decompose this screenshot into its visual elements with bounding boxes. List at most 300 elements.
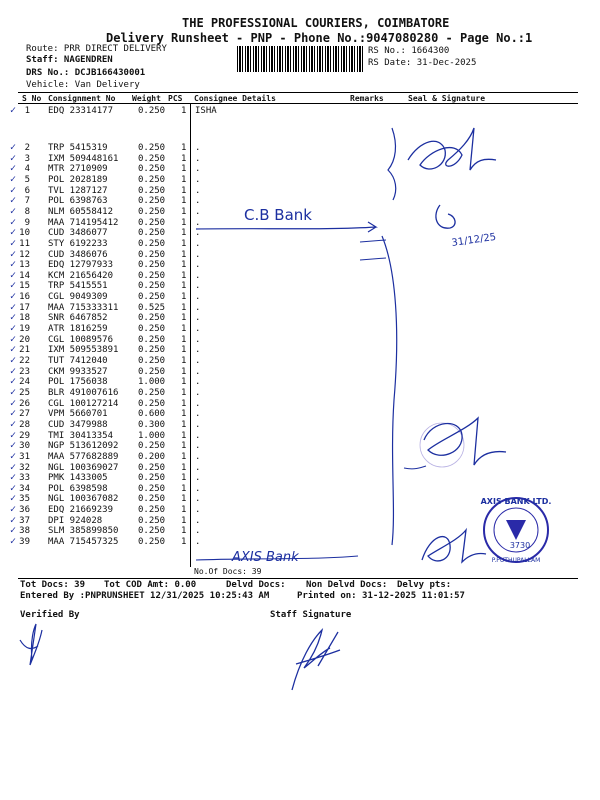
signature-staff (292, 630, 340, 690)
row-consignment-no: MAA 715457325 (48, 537, 119, 548)
printed-on: Printed on: 31-12-2025 11:01:57 (297, 591, 465, 601)
row-weight: 0.250 (138, 153, 166, 164)
table-bottom-rule (18, 578, 578, 579)
row-weight: 0.600 (138, 409, 166, 420)
row-consignment-no: EDQ 12797933 (48, 260, 114, 271)
tick-mark-icon: ✓ (10, 333, 17, 345)
row-consignment-no: STY 6192233 (48, 238, 108, 249)
company-title: THE PROFESSIONAL COURIERS, COIMBATORE (182, 16, 450, 30)
row-consignee: . (195, 505, 201, 516)
tick-mark-icon: ✓ (10, 514, 17, 526)
row-weight: 0.250 (138, 483, 166, 494)
rs-number: RS No.: 1664300 (368, 46, 450, 56)
tick-mark-icon: ✓ (10, 237, 17, 249)
stamp-bank-name: AXIS BANK LTD. (480, 497, 552, 506)
table-row (0, 537, 600, 548)
row-sno: 17 (19, 302, 30, 313)
table-row (0, 441, 600, 452)
row-pcs: 1 (181, 196, 187, 207)
row-pcs: 1 (181, 377, 187, 388)
row-weight: 0.250 (138, 515, 166, 526)
row-consignment-no: VPM 5660701 (48, 409, 108, 420)
col-header-consignee: Consignee Details (194, 94, 276, 103)
row-consignment-no: CUD 3486077 (48, 228, 108, 239)
table-row (0, 484, 600, 495)
tick-mark-icon: ✓ (10, 440, 17, 452)
row-consignee: . (195, 387, 201, 398)
row-sno: 39 (19, 537, 30, 548)
tick-mark-icon: ✓ (10, 461, 17, 473)
row-weight: 0.250 (138, 441, 166, 452)
row-consignment-no: NGP 513612092 (48, 441, 119, 452)
row-weight: 0.250 (138, 164, 166, 175)
tick-mark-icon: ✓ (10, 504, 17, 516)
table-row (0, 164, 600, 175)
row-pcs: 1 (181, 313, 187, 324)
staff-label: Staff: NAGENDREN (26, 55, 113, 65)
row-pcs: 1 (181, 153, 187, 164)
row-sno: 4 (24, 164, 30, 175)
delivery-points: Delvy pts: (397, 580, 452, 590)
row-weight: 0.250 (138, 398, 166, 409)
row-consignment-no: TRP 5415551 (48, 281, 108, 292)
table-row (0, 228, 600, 239)
tick-mark-icon: ✓ (10, 429, 17, 441)
row-consignee: . (195, 441, 201, 452)
tick-mark-icon: ✓ (10, 152, 17, 164)
row-consignee: . (195, 249, 201, 260)
row-weight: 0.250 (138, 324, 166, 335)
tick-mark-icon: ✓ (10, 365, 17, 377)
row-weight: 0.250 (138, 185, 166, 196)
tick-mark-icon: ✓ (10, 205, 17, 217)
row-pcs: 1 (181, 462, 187, 473)
table-row (0, 239, 600, 250)
row-weight: 0.250 (138, 345, 166, 356)
row-consignment-no: CGL 100127214 (48, 398, 119, 409)
tick-mark-icon: ✓ (10, 227, 17, 239)
tick-mark-icon: ✓ (10, 259, 17, 271)
row-pcs: 1 (181, 430, 187, 441)
row-consignee: . (195, 324, 201, 335)
row-pcs: 1 (181, 387, 187, 398)
row-weight: 0.250 (138, 238, 166, 249)
table-row (0, 106, 600, 117)
table-row (0, 260, 600, 271)
row-pcs: 1 (181, 334, 187, 345)
row-consignee: . (195, 143, 201, 153)
row-consignee: . (195, 366, 201, 377)
row-pcs: 1 (181, 441, 187, 452)
tick-mark-icon: ✓ (10, 355, 17, 366)
row-pcs: 1 (181, 260, 187, 271)
row-sno: 31 (19, 451, 30, 462)
row-pcs: 1 (181, 281, 187, 292)
row-consignment-no: CUD 3486076 (48, 249, 108, 260)
tick-mark-icon: ✓ (10, 493, 17, 505)
row-consignee: . (195, 526, 201, 537)
row-weight: 0.250 (138, 366, 166, 377)
row-pcs: 1 (181, 505, 187, 516)
row-sno: 2 (24, 143, 30, 153)
table-row (0, 388, 600, 399)
row-consignment-no: TVL 1287127 (48, 185, 108, 196)
row-pcs: 1 (181, 174, 187, 185)
row-sno: 11 (19, 238, 30, 249)
table-row (0, 335, 600, 346)
row-pcs: 1 (181, 537, 187, 548)
row-consignee: . (195, 260, 201, 271)
row-consignee: . (195, 153, 201, 164)
row-consignee: . (195, 334, 201, 345)
stamp-code: 3730 (509, 541, 531, 550)
row-consignment-no: KCM 21656420 (48, 270, 114, 281)
row-pcs: 1 (181, 185, 187, 196)
table-row (0, 463, 600, 474)
row-weight: 0.250 (138, 217, 166, 228)
row-consignee: . (195, 238, 201, 249)
row-consignment-no: ATR 1816259 (48, 324, 108, 335)
row-sno: 3 (24, 153, 30, 164)
tick-mark-icon: ✓ (10, 195, 17, 207)
row-pcs: 1 (181, 356, 187, 366)
col-header-seal: Seal & Signature (408, 94, 486, 103)
handwritten-bank-2: AXIS Bank (232, 550, 299, 565)
total-docs: Tot Docs: 39 (20, 580, 86, 590)
row-pcs: 1 (181, 515, 187, 526)
row-consignee: . (195, 228, 201, 239)
row-sno: 21 (19, 345, 30, 356)
row-sno: 32 (19, 462, 30, 473)
row-weight: 0.525 (138, 302, 166, 313)
tick-mark-icon: ✓ (10, 472, 17, 484)
route-label: Route: PRR DIRECT DELIVERY (26, 44, 167, 54)
row-consignment-no: SLM 385899850 (48, 526, 119, 537)
row-sno: 34 (19, 483, 30, 494)
row-consignment-no: NLM 60558412 (48, 206, 114, 217)
row-pcs: 1 (181, 419, 187, 430)
vehicle-label: Vehicle: Van Delivery (26, 80, 140, 90)
row-consignment-no: IXM 509553891 (48, 345, 119, 356)
row-sno: 18 (19, 313, 30, 324)
tick-mark-icon: ✓ (10, 105, 17, 116)
row-pcs: 1 (181, 451, 187, 462)
col-header-consignment: Consignment No (48, 94, 116, 103)
row-weight: 0.250 (138, 249, 166, 260)
row-pcs: 1 (181, 249, 187, 260)
row-sno: 22 (19, 356, 30, 366)
row-weight: 0.250 (138, 473, 166, 484)
delivered-docs: Delvd Docs: (226, 580, 286, 590)
table-row (0, 143, 600, 154)
row-consignee: . (195, 196, 201, 207)
row-consignee: . (195, 462, 201, 473)
row-consignment-no: MAA 714195412 (48, 217, 119, 228)
row-sno: 9 (24, 217, 30, 228)
handwritten-date: 31/12/25 (450, 231, 497, 249)
table-row (0, 409, 600, 420)
row-pcs: 1 (181, 228, 187, 239)
signature-verified (20, 624, 42, 665)
row-consignment-no: EDQ 23314177 (48, 106, 114, 116)
table-row (0, 431, 600, 442)
row-sno: 28 (19, 419, 30, 430)
row-pcs: 1 (181, 206, 187, 217)
table-row (0, 505, 600, 516)
row-consignment-no: POL 6398598 (48, 483, 108, 494)
row-consignee: . (195, 345, 201, 356)
row-consignee: . (195, 398, 201, 409)
table-row (0, 494, 600, 505)
staff-signature-label: Staff Signature (270, 610, 352, 620)
row-weight: 0.250 (138, 174, 166, 185)
col-header-sno: S No (22, 94, 42, 103)
row-weight: 0.250 (138, 106, 166, 116)
row-consignee: ISHA (195, 106, 217, 116)
row-sno: 33 (19, 473, 30, 484)
table-header-rule (18, 103, 578, 104)
table-row (0, 218, 600, 229)
row-sno: 12 (19, 249, 30, 260)
no-of-docs: No.Of Docs: 39 (194, 567, 262, 576)
row-consignee: . (195, 494, 201, 505)
row-sno: 10 (19, 228, 30, 239)
row-weight: 0.200 (138, 451, 166, 462)
row-pcs: 1 (181, 270, 187, 281)
row-consignee: . (195, 451, 201, 462)
row-sno: 6 (24, 185, 30, 196)
row-consignee: . (195, 270, 201, 281)
tick-mark-icon: ✓ (10, 269, 17, 281)
row-consignee: . (195, 281, 201, 292)
row-consignment-no: BLR 491007616 (48, 387, 119, 398)
row-weight: 0.250 (138, 526, 166, 537)
row-sno: 37 (19, 515, 30, 526)
col-header-remarks: Remarks (350, 94, 384, 103)
row-pcs: 1 (181, 494, 187, 505)
row-pcs: 1 (181, 483, 187, 494)
tick-mark-icon: ✓ (10, 248, 17, 260)
row-sno: 15 (19, 281, 30, 292)
row-weight: 0.250 (138, 462, 166, 473)
table-row (0, 356, 600, 367)
tick-mark-icon: ✓ (10, 173, 17, 185)
row-pcs: 1 (181, 345, 187, 356)
row-sno: 25 (19, 387, 30, 398)
row-sno: 19 (19, 324, 30, 335)
table-row (0, 207, 600, 218)
table-row (0, 175, 600, 186)
table-row (0, 516, 600, 527)
tick-mark-icon: ✓ (10, 312, 17, 324)
row-sno: 27 (19, 409, 30, 420)
row-weight: 0.250 (138, 505, 166, 516)
drs-number: DRS No.: DCJB166430001 (26, 68, 146, 78)
row-sno: 1 (24, 106, 30, 116)
row-consignee: . (195, 537, 201, 548)
row-sno: 5 (24, 174, 30, 185)
row-consignee: . (195, 164, 201, 175)
row-consignment-no: IXM 509448161 (48, 153, 119, 164)
handwritten-bank-1: C.B Bank (244, 206, 312, 224)
row-consignment-no: MAA 715333311 (48, 302, 119, 313)
tick-mark-icon: ✓ (10, 376, 17, 388)
tick-mark-icon: ✓ (10, 525, 17, 537)
row-sno: 26 (19, 398, 30, 409)
row-weight: 0.250 (138, 292, 166, 303)
row-consignment-no: CUD 3479988 (48, 419, 108, 430)
row-weight: 0.250 (138, 387, 166, 398)
rs-date: RS Date: 31-Dec-2025 (368, 58, 477, 68)
tick-mark-icon: ✓ (10, 450, 17, 462)
tick-mark-icon: ✓ (10, 418, 17, 430)
row-sno: 36 (19, 505, 30, 516)
table-row (0, 186, 600, 197)
row-sno: 8 (24, 206, 30, 217)
row-weight: 0.250 (138, 196, 166, 207)
row-consignee: . (195, 473, 201, 484)
row-weight: 0.250 (138, 281, 166, 292)
row-pcs: 1 (181, 526, 187, 537)
total-cod-amount: Tot COD Amt: 0.00 (104, 580, 197, 590)
tick-mark-icon: ✓ (10, 184, 17, 196)
table-row (0, 399, 600, 410)
barcode (237, 46, 365, 72)
row-sno: 23 (19, 366, 30, 377)
row-consignment-no: POL 2028189 (48, 174, 108, 185)
row-weight: 1.000 (138, 377, 166, 388)
row-sno: 30 (19, 441, 30, 452)
row-consignment-no: MAA 577682889 (48, 451, 119, 462)
row-consignment-no: SNR 6467852 (48, 313, 108, 324)
tick-mark-icon: ✓ (10, 216, 17, 228)
row-weight: 0.250 (138, 260, 166, 271)
tick-mark-icon: ✓ (10, 142, 17, 153)
table-row (0, 196, 600, 207)
row-consignment-no: DPI 924028 (48, 515, 103, 526)
row-consignee: . (195, 217, 201, 228)
table-row (0, 526, 600, 537)
tick-mark-icon: ✓ (10, 397, 17, 409)
table-row (0, 345, 600, 356)
row-pcs: 1 (181, 164, 187, 175)
row-consignment-no: NGL 100369027 (48, 462, 119, 473)
row-sno: 24 (19, 377, 30, 388)
row-sno: 7 (24, 196, 30, 207)
col-header-weight: Weight (132, 94, 161, 103)
tick-mark-icon: ✓ (10, 280, 17, 292)
row-consignment-no: TRP 5415319 (48, 143, 108, 153)
row-sno: 13 (19, 260, 30, 271)
table-row (0, 303, 600, 314)
tick-mark-icon: ✓ (10, 408, 17, 420)
row-consignee: . (195, 515, 201, 526)
row-weight: 0.250 (138, 356, 166, 366)
row-weight: 0.250 (138, 206, 166, 217)
row-consignment-no: TUT 7412040 (48, 356, 108, 366)
table-row (0, 292, 600, 303)
stamp-place: P.PUTHUPALLAM (491, 557, 541, 564)
table-row (0, 271, 600, 282)
row-pcs: 1 (181, 143, 187, 153)
row-weight: 0.250 (138, 537, 166, 548)
table-row (0, 367, 600, 378)
verified-by-label: Verified By (20, 610, 80, 620)
row-pcs: 1 (181, 409, 187, 420)
row-consignment-no: CGL 10089576 (48, 334, 114, 345)
row-weight: 0.300 (138, 419, 166, 430)
table-row (0, 420, 600, 431)
row-consignee: . (195, 313, 201, 324)
row-pcs: 1 (181, 238, 187, 249)
tick-mark-icon: ✓ (10, 344, 17, 356)
col-header-pcs: PCS (168, 94, 183, 103)
row-consignee: . (195, 185, 201, 196)
row-pcs: 1 (181, 366, 187, 377)
row-pcs: 1 (181, 473, 187, 484)
row-pcs: 1 (181, 106, 187, 116)
row-weight: 0.250 (138, 270, 166, 281)
row-sno: 29 (19, 430, 30, 441)
table-row (0, 452, 600, 463)
row-consignee: . (195, 356, 201, 366)
table-row (0, 473, 600, 484)
table-top-rule (18, 92, 578, 93)
row-consignment-no: CKM 9933527 (48, 366, 108, 377)
tick-mark-icon: ✓ (10, 163, 17, 175)
non-delivered-docs: Non Delvd Docs: (306, 580, 388, 590)
table-row (0, 281, 600, 292)
tick-mark-icon: ✓ (10, 482, 17, 494)
row-consignee: . (195, 419, 201, 430)
row-consignment-no: EDQ 21669239 (48, 505, 114, 516)
row-pcs: 1 (181, 292, 187, 303)
tick-mark-icon: ✓ (10, 291, 17, 303)
row-consignee: . (195, 206, 201, 217)
row-consignee: . (195, 409, 201, 420)
row-weight: 0.250 (138, 494, 166, 505)
row-consignment-no: NGL 100367082 (48, 494, 119, 505)
arrow-3 (196, 556, 358, 560)
row-consignee: . (195, 302, 201, 313)
row-consignee: . (195, 483, 201, 494)
row-pcs: 1 (181, 217, 187, 228)
row-pcs: 1 (181, 398, 187, 409)
row-consignee: . (195, 174, 201, 185)
row-sno: 16 (19, 292, 30, 303)
row-weight: 0.250 (138, 143, 166, 153)
row-sno: 38 (19, 526, 30, 537)
row-weight: 0.250 (138, 228, 166, 239)
row-pcs: 1 (181, 302, 187, 313)
row-consignee: . (195, 377, 201, 388)
row-consignment-no: CGL 9049309 (48, 292, 108, 303)
table-row (0, 377, 600, 388)
row-weight: 0.250 (138, 334, 166, 345)
table-row (0, 250, 600, 261)
row-weight: 0.250 (138, 313, 166, 324)
tick-mark-icon: ✓ (10, 323, 17, 335)
row-pcs: 1 (181, 324, 187, 335)
row-consignee: . (195, 292, 201, 303)
row-consignment-no: MTR 2710909 (48, 164, 108, 175)
row-sno: 35 (19, 494, 30, 505)
row-consignment-no: TMI 30413354 (48, 430, 114, 441)
entered-by: Entered By :PNPRUNSHEET 12/31/2025 10:25:43 AM (20, 591, 270, 601)
row-sno: 20 (19, 334, 30, 345)
row-consignment-no: PMK 1433005 (48, 473, 108, 484)
tick-mark-icon: ✓ (10, 536, 17, 548)
